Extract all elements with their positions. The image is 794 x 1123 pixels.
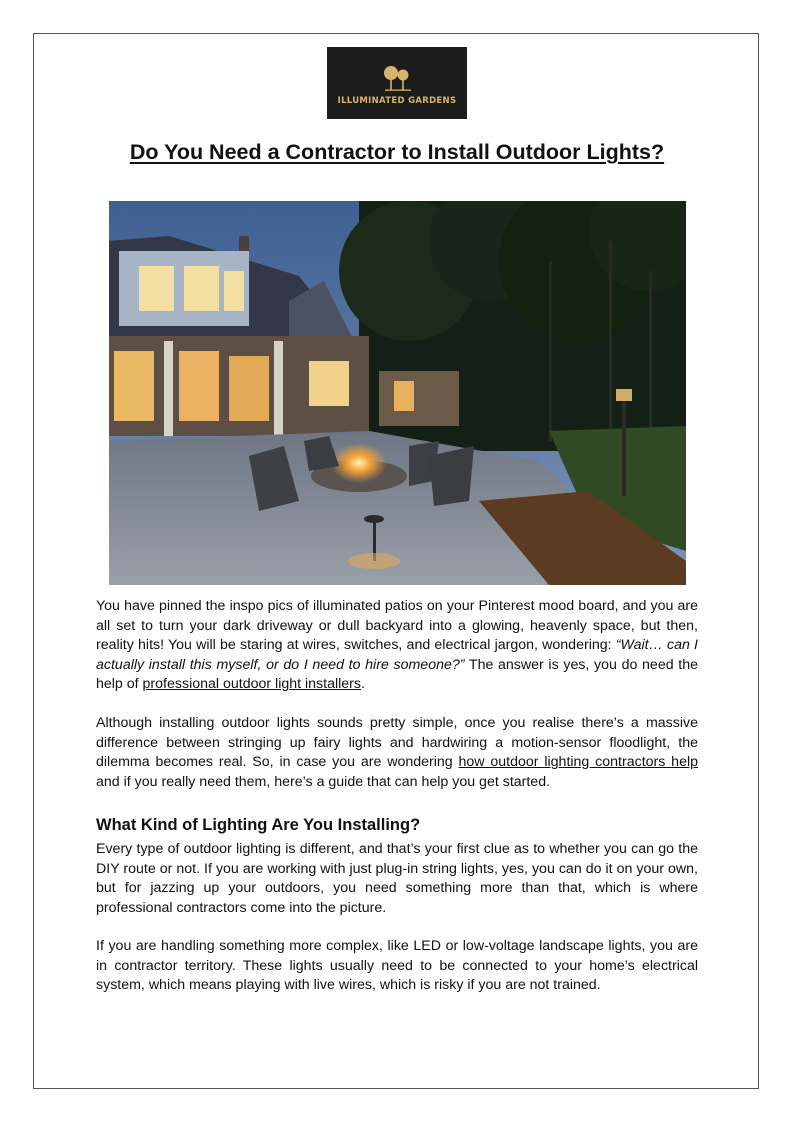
- hero-image: [109, 201, 686, 585]
- complex-lighting-paragraph: If you are handling something more complex, like LED or low-voltage landscape lights, you are in contractor territory. These lights usually need to be connected to your home’s electrical system, which means playing with live wires, which is risky if you are not trained.: [96, 938, 698, 994]
- tree-logo-icon: [327, 47, 467, 119]
- brand-logo[interactable]: [327, 47, 467, 119]
- installers-link[interactable]: professional outdoor light installers: [142, 676, 361, 693]
- contractors-help-link[interactable]: how outdoor lighting contractors help: [458, 754, 699, 771]
- dilemma-paragraph: Although installing outdoor lights sounds pretty simple, once you realise there’s a massive difference between stringing up fairy lights and hardwiring a motion-sensor floodlight, the dilemma becomes real. So, in case you are wondering how outdoor lighting contractors help and if you really need them, here’s a guide that can help you get started.: [96, 715, 699, 790]
- intro-paragraph: You have pinned the inspo pics of illuminated patios on your Pinterest mood board, and you are all set to turn your dark driveway or dull backyard into a glowing, heavenly space, but then, reality hits! You will be staring at wires, switches, and electrical jargon, wondering: “Wait… can I actually install this myself, or do I need to hire someone?” The answer is yes, you do need the help of professional outdoor light installers.: [96, 598, 698, 693]
- section-heading: What Kind of Lighting Are You Installing?: [96, 816, 421, 834]
- page-title: Do You Need a Contractor to Install Outdoor Lights?: [129, 140, 665, 164]
- lighting-type-paragraph: Every type of outdoor lighting is different, and that’s your first clue as to whether you can go the DIY route or not. If you are working with just plug-in string lights, yes, you can do it on your own, but for jazzing up your outdoors, you need something more than that, which is where professional contractors come into the picture.: [96, 841, 698, 916]
- brand-name: ILLUMINATED GARDENS: [337, 96, 457, 106]
